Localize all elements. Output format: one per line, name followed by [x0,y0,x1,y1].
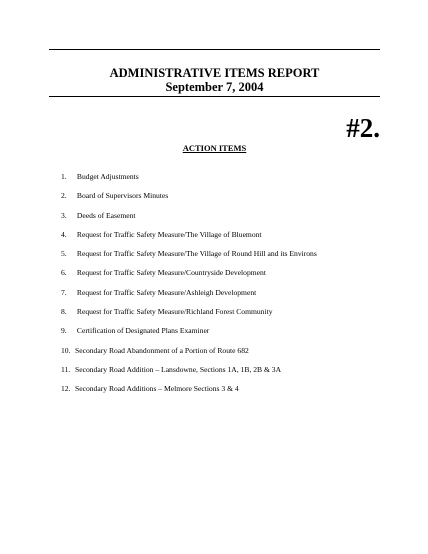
item-index: 12. [61,384,71,394]
item-text: Request for Traffic Safety Measure/Countryside Development [76,268,266,278]
item-text: Request for Traffic Safety Measure/Richland Forest Community [76,307,273,317]
item-text: Budget Adjustments [76,172,139,181]
action-items-list [61,171,317,403]
item-text: Request for Traffic Safety Measure/The Village of Bluemont [76,229,262,239]
item-index: 5. [61,249,67,259]
item-number: #2. [346,113,380,143]
list-item [61,325,317,344]
list-item [61,364,317,383]
item-index: 11. [61,364,71,374]
list-item [61,229,317,248]
item-text: Secondary Road Abandonment of a Portion of Route 682 [75,345,249,355]
item-text: Board of Supervisors Minutes [76,191,169,201]
item-text: Deeds of Easement [76,210,136,220]
list-item [61,345,317,364]
item-index: 10. [61,345,71,355]
section-heading: ACTION ITEMS [182,143,247,153]
list-item [61,306,317,325]
list-item [61,383,317,402]
item-text: Certification of Designated Plans Examiner [76,326,210,336]
item-index: 4. [61,229,67,239]
report-date: September 7, 2004 [165,80,264,94]
top-rule [49,49,380,50]
header-rule [49,96,380,97]
item-index: 6. [61,268,67,278]
item-text: Request for Traffic Safety Measure/The Village of Round Hill and its Environs [76,249,317,259]
item-index: 2. [61,191,67,201]
item-index: 7. [61,287,67,297]
list-item [61,248,317,267]
list-item [61,190,317,209]
item-index: 8. [61,307,67,317]
item-index: 9. [61,326,67,336]
list-item [61,267,317,286]
report-header [49,66,380,94]
item-text: Request for Traffic Safety Measure/Ashleigh Development [76,287,257,297]
list-item [61,171,317,190]
list-item [61,210,317,229]
item-text: Secondary Road Additions – Melmore Sections 3 & 4 [75,384,239,394]
list-item [61,287,317,306]
item-index: 1. [61,172,67,181]
item-index: 3. [61,210,67,220]
item-text: Secondary Road Addition – Lansdowne, Sections 1A, 1B, 2B & 3A [75,364,282,374]
report-title: ADMINISTRATIVE ITEMS REPORT [109,66,320,80]
